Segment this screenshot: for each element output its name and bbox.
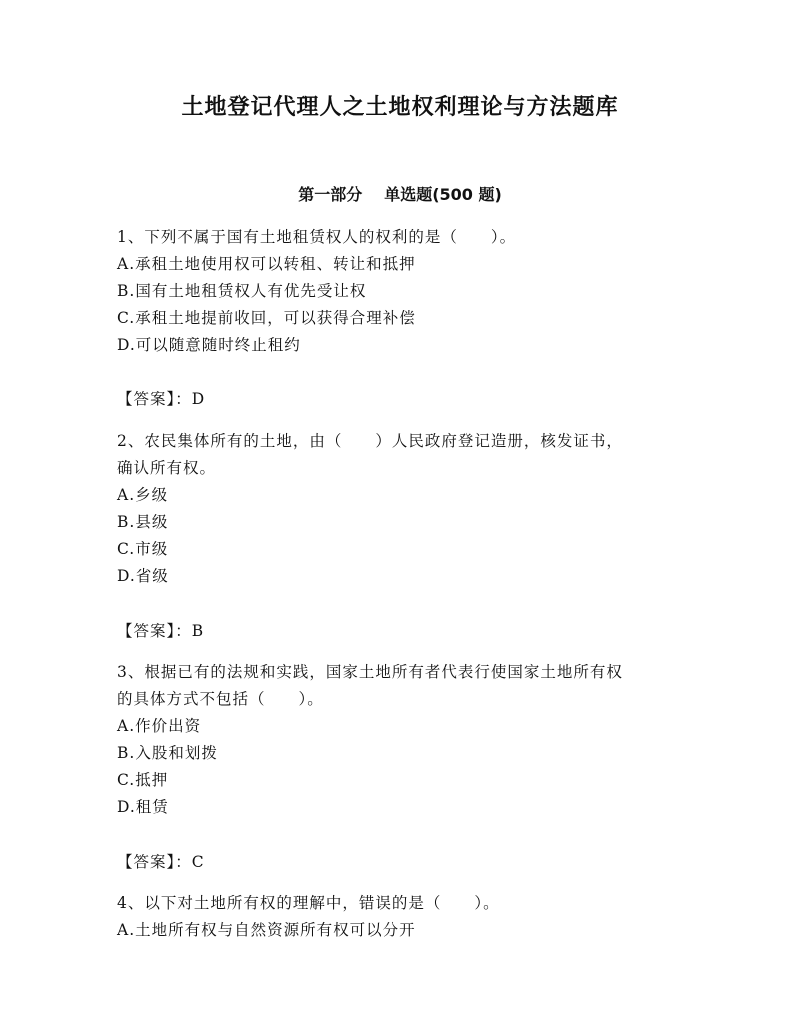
question-1-stem: 1、下列不属于国有土地租赁权人的权利的是（ ）。 [117, 228, 517, 246]
question-4-stem: 4、以下对土地所有权的理解中，错误的是（ ）。 [117, 894, 500, 912]
question-2-stem-line-1: 2、农民集体所有的土地，由（ ）人民政府登记造册，核发证书， [117, 432, 623, 450]
question-2-option-d: D.省级 [117, 567, 169, 585]
question-3-stem-line-2: 的具体方式不包括（ ）。 [117, 690, 324, 708]
question-4-option-a: A.土地所有权与自然资源所有权可以分开 [117, 921, 416, 939]
question-3-option-c: C.抵押 [117, 771, 169, 789]
question-3-option-b: B.入股和划拨 [117, 744, 218, 762]
question-1-option-b: B.国有土地租赁权人有优先受让权 [117, 282, 367, 300]
question-3-answer: 【答案】：C [117, 853, 205, 871]
question-1-option-c: C.承租土地提前收回，可以获得合理补偿 [117, 309, 416, 327]
section-part: 第一部分 [298, 185, 363, 204]
question-1-answer: 【答案】：D [117, 390, 206, 408]
section-heading [0, 183, 800, 207]
question-2-option-b: B.县级 [117, 513, 169, 531]
question-3-option-a: A.作价出资 [117, 717, 202, 735]
question-1-option-d: D.可以随意随时终止租约 [117, 336, 301, 354]
question-3-option-d: D.租赁 [117, 798, 169, 816]
question-2-answer: 【答案】：B [117, 622, 205, 640]
question-3-stem-line-1: 3、根据已有的法规和实践，国家土地所有者代表行使国家土地所有权 [117, 663, 623, 681]
question-2-option-c: C.市级 [117, 540, 169, 558]
question-2-stem-line-2: 确认所有权。 [117, 459, 217, 477]
section-name: 单选题(500 题) [384, 185, 502, 204]
document-title: 土地登记代理人之土地权利理论与方法题库 [181, 95, 619, 120]
question-1-option-a: A.承租土地使用权可以转租、转让和抵押 [117, 255, 416, 273]
question-2-option-a: A.乡级 [117, 486, 169, 504]
